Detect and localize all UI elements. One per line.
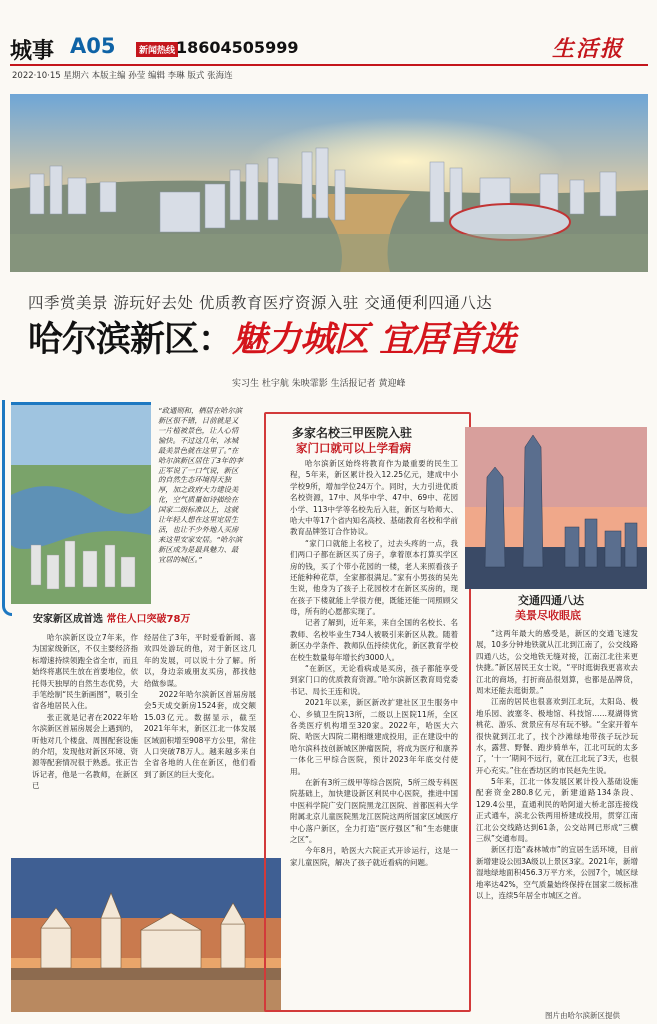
middle-column [290,458,458,998]
section-name: 城事 [10,38,55,64]
byline: 实习生 杜宇航 朱映霏影 生活报记者 黄迎峰 [232,379,406,389]
paragraph: 在新有3所三级甲等综合医院，5所三级专科医院基础上，加快建设新区利民中心医院，推进中国中医科学院广安门医院黑龙江医院、首都医科大学附属北京儿童医院黑龙江医院这两所国家区域医疗中心落户新区，全力打造“医疗强区”和“生态健康之区”。 [290,777,458,844]
hotline-label: 新闻热线 [136,42,178,57]
paragraph: 哈尔滨新区始终将教育作为最重要的民生工程，5年来，新区累计投入12.25亿元，建成中小学校9所，增加学位24万个。同时，大力引进优质名校资源，17中、风华中学、47中、69中、花园小学、113中学等名校先后入驻，新区与哈师大、哈大中等17个省内知名高校、基础教育名校和学前教育品牌签订合作协议。 [290,459,458,537]
right-column [476,628,638,1008]
article-subtitle: 四季赏美景 游玩好去处 优质教育医疗资源入驻 交通便利四通八达 [28,294,493,312]
photo-credit: 图片由哈尔滨新区提供 [545,1011,620,1020]
left-title-b: 常住人口突破78万 [106,614,191,625]
resident-quote: “政通则和，栖居在哈尔滨新区很不错，目前就是又一片植被景色，让人心情愉快。不过这几年，冰城最美景色就在这里了。”在哈尔滨新区居住了3年的李正军说了一口气说，新区的自然生态环境得天独厚，加之政府大力建设美化，空气质量如诗描绘在国家二级标准以上，这就让年轻人想在这里定居生活，也让不少外地人买房来这里安家安居。“哈尔滨新区成为是最具魅力、最宜居的城区。” [158,406,243,564]
header-rule [10,64,648,66]
twin-towers-photo [465,427,647,589]
hero-cityscape-image [10,94,648,272]
paragraph: 2022年哈尔滨新区首届房展会5天成交新房1524套，成交额15.03亿元。数据显示，截至2021年年末，新区江北一体发展区域面积增至908平方公里，常住人口突破78万人。越来越多来自全省各地的人住在新区，他们看到了新区的巨大变化。 [144,689,256,779]
paragraph: 哈尔滨新区设立7年来，作为国家级新区，不仅主要经济指标增速持续领跑全省全市，而且始终将惠民生放在首要地位，依托得天独厚的自然生态优势，大手笔绘制“民生新画图”，吸引全省各地居民入住。 [32,633,138,711]
paragraph: 2021年以来，新区新改扩建社区卫生服务中心、乡镇卫生院13所，二级以上医院11所，全区各类医疗机构增至320家。2022年，哈医大六院、哈医大四院二期相继建成投用，正在建设中的哈尔滨科技创新城区肿瘤医院，将成为医疗和康养一体化三甲综合医院，预计2023年年底交付使用。 [290,698,458,776]
middle-title-1: 多家名校三甲医院入驻 [292,426,413,440]
middle-title-2: 家门口就可以上学看病 [296,441,411,455]
left-column-2 [144,632,256,850]
wetland-aerial-photo [11,402,151,604]
title-red: 魅力城区 宜居首选 [232,319,516,360]
left-column-1 [32,632,138,850]
castle-park-photo [11,858,281,1012]
left-section-title [33,610,190,625]
page-number: A05 [70,34,116,58]
title-black: 哈尔滨新区： [28,319,233,360]
paragraph: 江南的居民也很喜欢到江北玩，太阳岛、极地乐园、波塞冬、极地馆、科技馆……观湖得赏桃花、游乐、赏景应有尽有玩不够。“全家开着车很快就到江北了，找个沙滩绿地带孩子玩沙玩水，露营、野餐、跑步骑单车，江北可玩的太多了，‘十一’期间不远行，就在江北玩了3天，也很开心充实。”住在香坊区的市民赵先生说。 [476,697,638,775]
paragraph: 新区打造“森林城市”的宜居生活环境，目前新增建设公园3A级以上景区3家。2021年，新增湿地绿地面积456.3万平方米，公园7个，城区绿地率达42%，空气质量始终保持在国家二级标准以上，连续5年居全市城区之首。 [476,845,638,900]
hotline-number: 18604505999 [176,38,299,57]
paragraph: 今年8月，哈医大六院正式开诊运行，这是一家儿童医院，解决了孩子就近看病的问题。 [290,846,458,867]
dateline: 2022·10·15 星期六 本版主编 孙莹 编辑 李琳 版式 张海连 [12,71,233,81]
article-title [28,312,515,362]
paragraph: “家门口就能上名校了，过去头疼的一点，我们两口子都在新区买了房子，拿着原本打算买学区房的钱，买了个带小花园的一楼，老人来照看孩子还能种种花草，全家都很满足。”家有小男孩的吴先生说，他身为了孩子上花园校才在新区买房的，现在孩子下楼就能上学很方便，既能还能一同照顾父母，所有的心愿都实现了。 [290,538,458,617]
right-title-2: 美景尽收眼底 [515,609,581,622]
left-title-a: 安家新区成首选 [33,614,107,625]
paragraph: 经居住了3年，平时爱看新闻、喜欢四处游玩的他，对于新区这几年的发展，可以说十分了解。所以，身边亲戚朋友买房，都找他给做参谋。 [144,633,256,688]
paragraph: “在新区，无论看病或是买房，孩子都能享受到家门口的优质教育资源。”哈尔滨新区教育局党委书记、局长王连和说。 [290,664,458,696]
paragraph: “这两年最大的感受是，新区的交通飞速发展，10多分钟地铁就从江北到江南了，公交线路四通八达，公交地铁无缝对接，江南江北往来更快捷。”新区居民王女士说，“平时逛街我更喜欢去江北的商场，打折商品很划算，也都是品牌货，周末还能去逛街景。” [476,629,638,695]
newspaper-logo: 生活报 [552,36,625,62]
paragraph: 5年来，江北一体发展区累计投入基础设施配套资金280.8亿元，新建道路134条段、129.4公里，直通利民的哈阿道大桥北部连接线正式通车，滨北公铁两用桥建成投用，贯穿江南江北公交线路达到61条，公交站网已形成“三横三纵”交通布局。 [476,777,638,844]
paragraph: 张正就是记者在2022年哈尔滨新区首届房展会上遇到的，听他对几个楼盘、周围配套设施的介绍，发现他对新区环境、资源等配套情况很于熟悉。张正告诉记者，他是一名教师，在新区已 [32,712,138,791]
paragraph: 记者了解到，近年来，来自全国的名校长、名教师、名校毕业生734人被吸引来新区从教。随着新区办学条件、教师队伍持续优化，新区教育学校在校生数量每年增长约3000人。 [290,618,458,662]
right-title-1: 交通四通八达 [518,594,584,607]
